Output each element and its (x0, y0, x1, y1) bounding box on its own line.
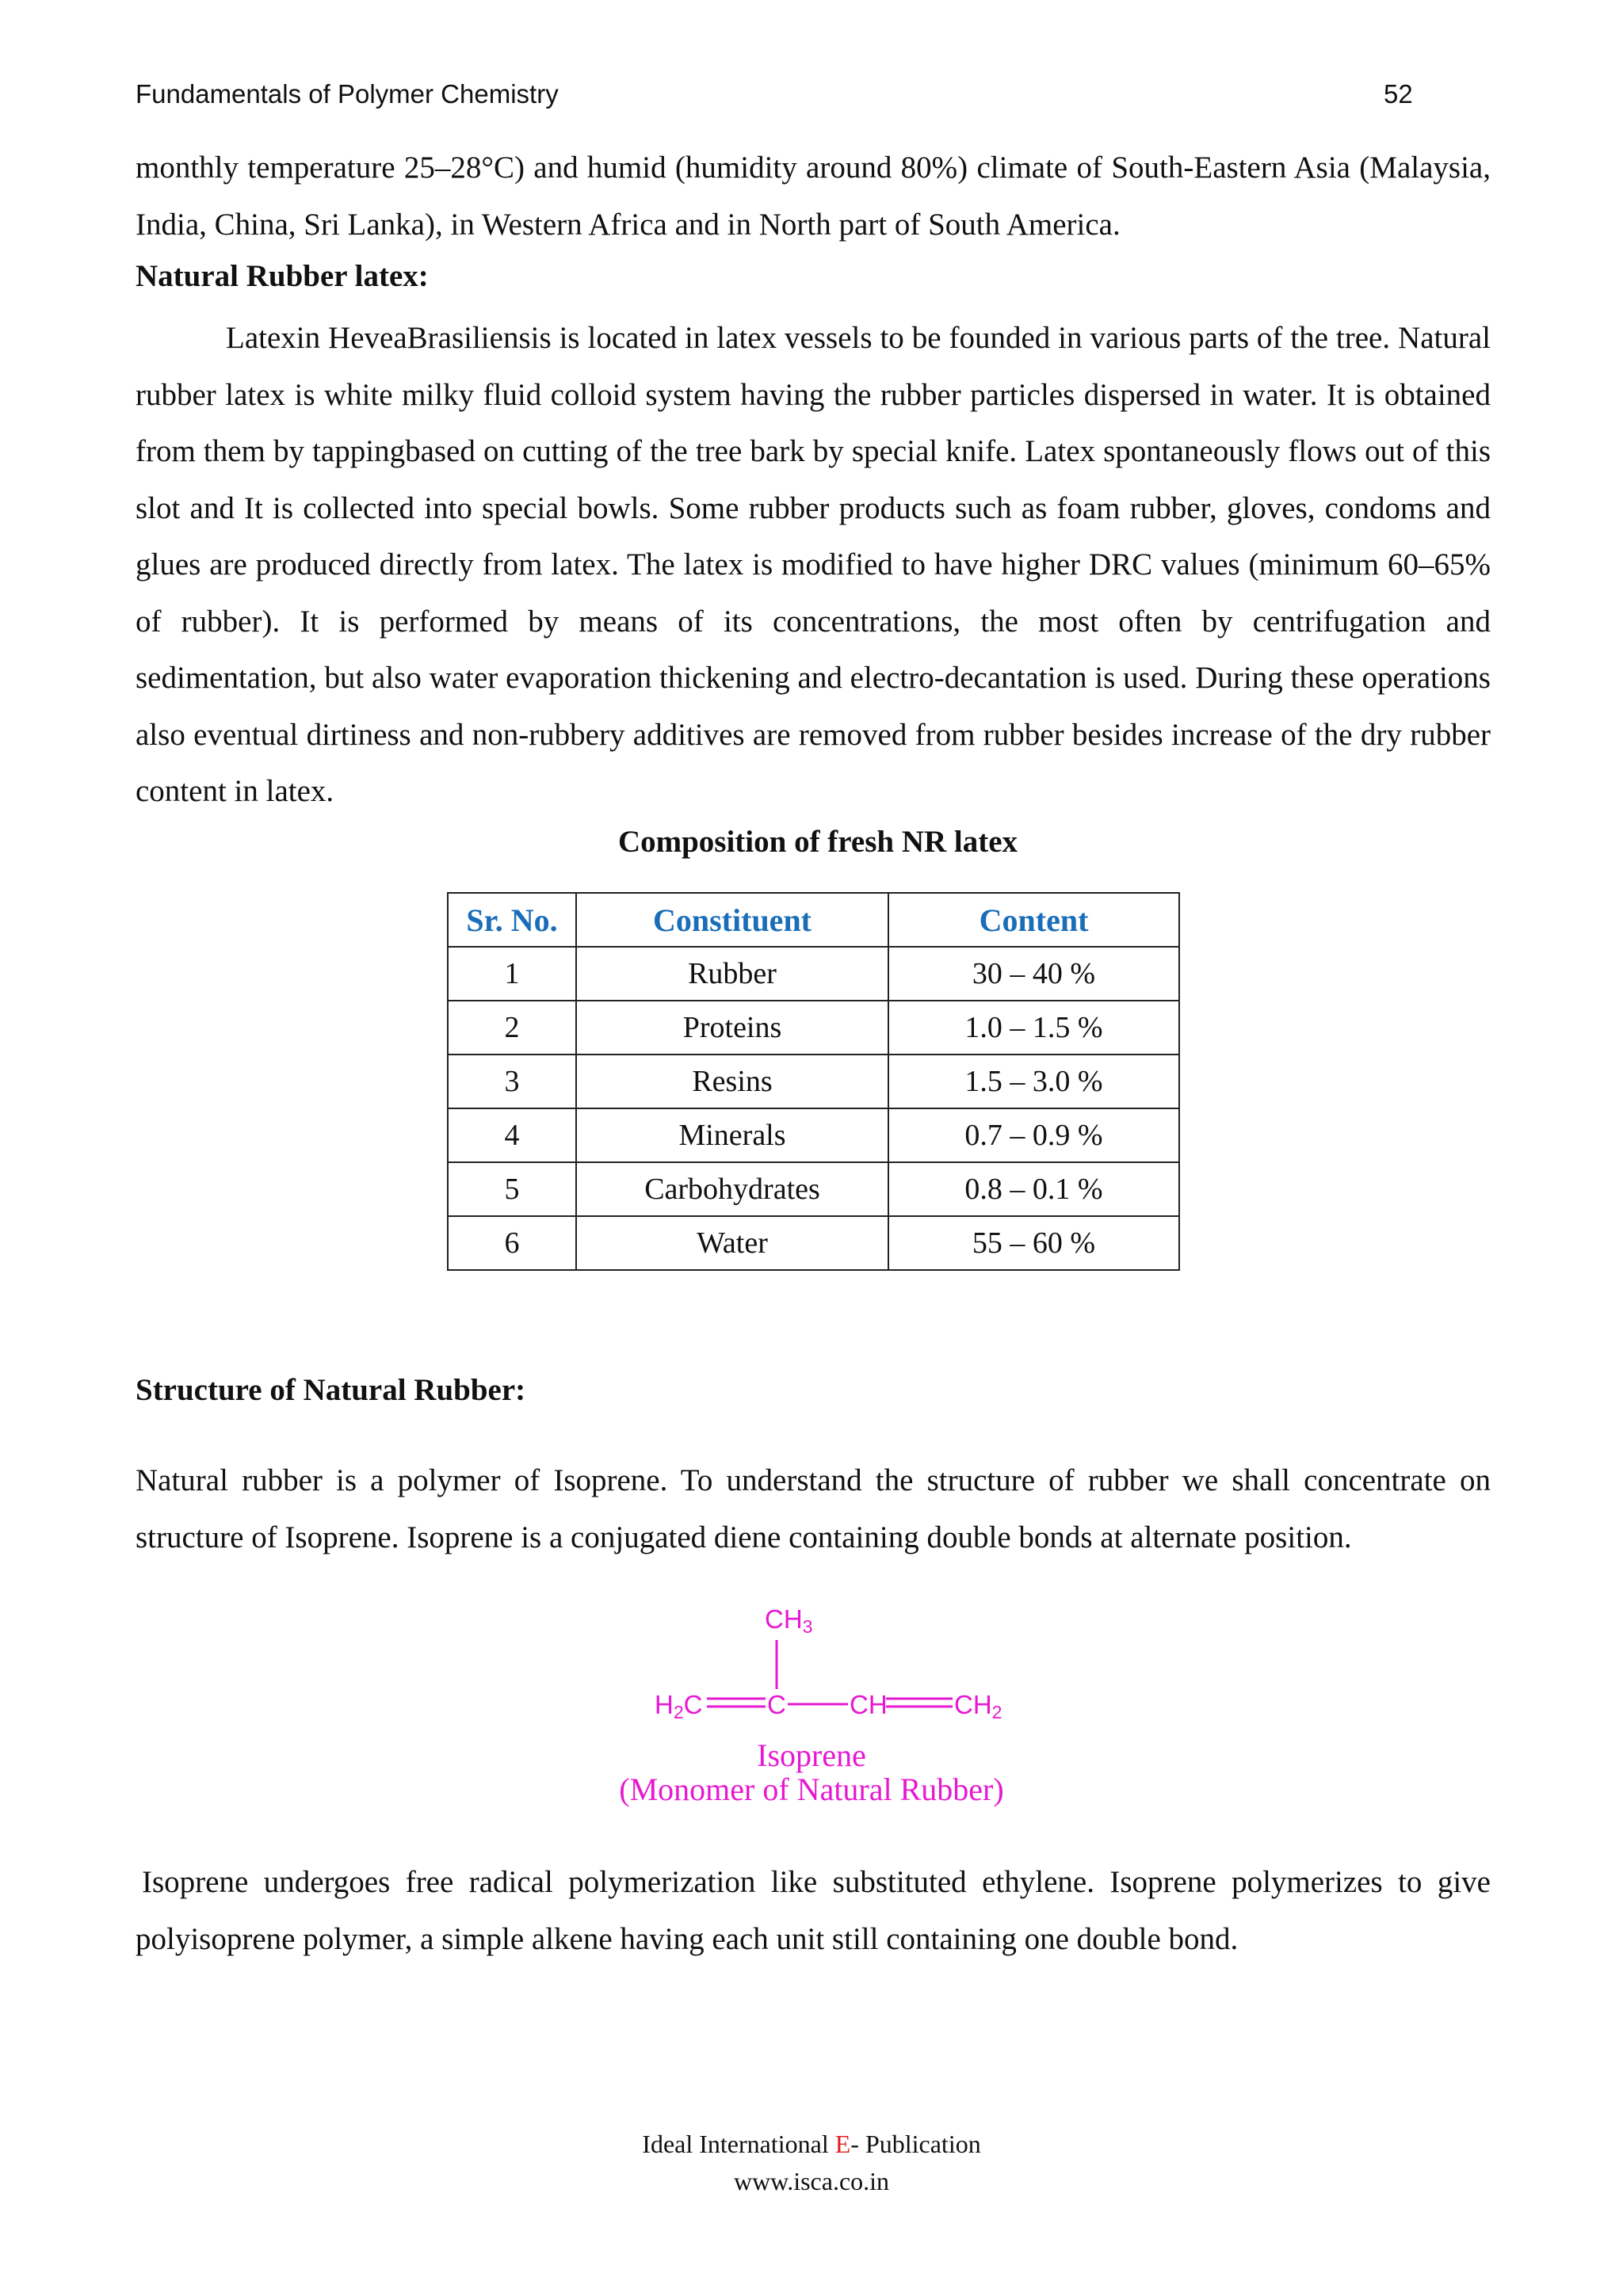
cell-sr-no: 6 (448, 1216, 576, 1270)
table-row (448, 1162, 1179, 1216)
footer-publisher (0, 2130, 1623, 2159)
h2c-label: H2C (655, 1690, 703, 1722)
latex-heading: Natural Rubber latex: (136, 259, 429, 293)
header-constituent: Constituent (576, 893, 888, 947)
isoprene-structure-diagram (618, 1600, 1046, 1743)
cell-sr-no: 4 (448, 1108, 576, 1162)
cell-constituent: Carbohydrates (576, 1162, 888, 1216)
publisher-pre: Ideal International (642, 2130, 835, 2158)
cell-content: 55 – 60 % (888, 1216, 1179, 1270)
running-header-title: Fundamentals of Polymer Chemistry (136, 79, 559, 109)
polymerization-paragraph: Isoprene undergoes free radical polymerization like substituted ethylene. Isoprene polymerizes to give polyisoprene polymer, a simple alkene having each unit still containing one double bond. (136, 1865, 1491, 1956)
publisher-e: E (834, 2130, 851, 2158)
table-row (448, 1001, 1179, 1055)
header-sr-no: Sr. No. (448, 893, 576, 947)
isoprene-subtitle: (Monomer of Natural Rubber) (619, 1772, 1004, 1807)
cell-constituent: Resins (576, 1055, 888, 1108)
cell-constituent: Proteins (576, 1001, 888, 1055)
ch2-label: CH2 (954, 1690, 1002, 1722)
cell-sr-no: 2 (448, 1001, 576, 1055)
cell-content: 1.5 – 3.0 % (888, 1055, 1179, 1108)
table-caption: Composition of fresh NR latex (617, 825, 1018, 859)
cell-sr-no: 1 (448, 947, 576, 1001)
table-row (448, 947, 1179, 1001)
cell-content: 30 – 40 % (888, 947, 1179, 1001)
latex-paragraph: Latexin HeveaBrasiliensis is located in latex vessels to be founded in various parts of the tree. Natural rubber latex is white milky fluid colloid system having the rubber particles dispersed in water. It is obtained from them by tappingbased on cutting of the tree bark by special knife. Latex spontaneously flows out of this slot and It is collected into special bowls. Some rubber products such as foam rubber, gloves, condoms and glues are produced directly from latex. The latex is modified to have higher DRC values (minimum 60–65% of rubber). It is performed by means of its concentrations, the most often by centrifugation and sedimentation, but also water evaporation thickening and electro-decantation is used. During these operations also eventual dirtiness and non-rubbery additives are removed from rubber besides increase of the dry rubber content in latex. (136, 321, 1491, 808)
cell-content: 0.7 – 0.9 % (888, 1108, 1179, 1162)
c-label: C (767, 1690, 786, 1719)
structure-heading: Structure of Natural Rubber: (136, 1373, 526, 1407)
publisher-post: - Publication (850, 2130, 981, 2158)
table-row (448, 1055, 1179, 1108)
page-number: 52 (1384, 79, 1413, 109)
cell-content: 0.8 – 0.1 % (888, 1162, 1179, 1216)
table-row (448, 1108, 1179, 1162)
composition-table (447, 892, 1180, 1271)
table-header-row (448, 893, 1179, 947)
header-content: Content (888, 893, 1179, 947)
intro-paragraph: monthly temperature 25–28°C) and humid (humidity around 80%) climate of South-Eastern Asia (Malaysia, India, China, Sri Lanka), in Western Africa and in North part of South America. (136, 151, 1491, 242)
table-row (448, 1216, 1179, 1270)
cell-sr-no: 5 (448, 1162, 576, 1216)
cell-constituent: Rubber (576, 947, 888, 1001)
cell-constituent: Minerals (576, 1108, 888, 1162)
structure-paragraph: Natural rubber is a polymer of Isoprene. To understand the structure of rubber we shall concentrate on structure of Isoprene. Isoprene is a conjugated diene containing double bonds at alternate position. (136, 1463, 1491, 1554)
ch3-label: CH3 (765, 1604, 813, 1637)
ch-label: CH (850, 1690, 888, 1719)
footer-website: www.isca.co.in (733, 2167, 890, 2195)
isoprene-name: Isoprene (757, 1737, 866, 1773)
cell-constituent: Water (576, 1216, 888, 1270)
cell-content: 1.0 – 1.5 % (888, 1001, 1179, 1055)
cell-sr-no: 3 (448, 1055, 576, 1108)
